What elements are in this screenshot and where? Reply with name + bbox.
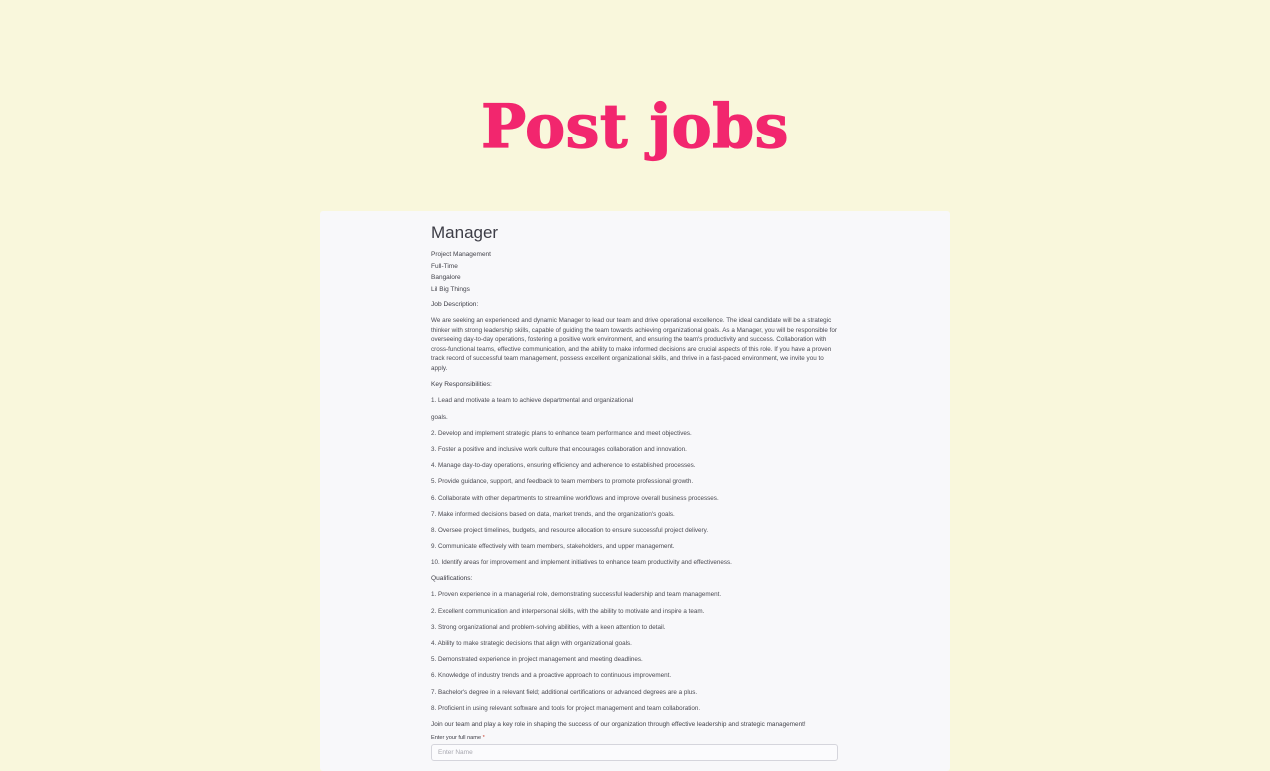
qualification-item: 3. Strong organizational and problem-solving abilities, with a keen attention to detail. [431,623,666,631]
job-detail-panel [320,211,950,771]
full-name-input[interactable] [431,744,838,761]
job-content [431,223,841,761]
job-description: We are seeking an experienced and dynamic Manager to lead our team and drive operational excellence. The ideal candidate will be a strategic thinker with strong leadership skills, capable of guiding the team towards achieving organizational goals. As a Manager, you will be responsible for overseeing day-to-day operations, fostering a positive work environment, and ensuring the team's productivity and success. Collaboration with cross-functional teams, effective communication, and the ability to make informed decisions are crucial aspects of this role. If you have a proven track record of successful team management, possess excellent organizational skills, and thrive in a fast-paced environment, we invite you to apply. [431,317,838,372]
responsibility-item: 10. Identify areas for improvement and implement initiatives to enhance team productivity and effectiveness. [431,559,732,567]
job-title: Manager [431,223,499,242]
qualification-item: 1. Proven experience in a managerial role, demonstrating successful leadership and team management. [431,591,722,599]
qualification-item: 7. Bachelor's degree in a relevant field; additional certifications or advanced degrees are a plus. [431,688,698,696]
responsibility-item: 2. Develop and implement strategic plans to enhance team performance and meet objectives. [431,429,692,437]
responsibility-item: 3. Foster a positive and inclusive work culture that encourages collaboration and innovation. [431,445,687,453]
qualification-item: 6. Knowledge of industry trends and a proactive approach to continuous improvement. [431,672,672,680]
job-location: Bangalore [431,274,461,282]
responsibility-item: goals. [431,413,448,421]
name-field-label [431,735,841,742]
required-mark: * [482,734,485,741]
qualification-item: 2. Excellent communication and interpersonal skills, with the ability to motivate and inspire a team. [431,607,705,615]
responsibility-item: 7. Make informed decisions based on data, market trends, and the organization's goals. [431,510,675,518]
responsibility-item: 1. Lead and motivate a team to achieve departmental and organizational [431,397,633,405]
responsibility-item: 9. Communicate effectively with team members, stakeholders, and upper management. [431,543,675,551]
responsibility-item: 5. Provide guidance, support, and feedback to team members to promote professional growth. [431,478,694,486]
responsibilities-heading: Key Responsibilities: [431,381,492,389]
qualification-item: 8. Proficient in using relevant software and tools for project management and team collaboration. [431,704,701,712]
page-title: Post jobs [481,92,789,162]
qualifications-heading: Qualifications: [431,575,473,583]
closing-statement: Join our team and play a key role in shaping the success of our organization through effective leadership and strategic management! [431,720,806,728]
job-meta [431,249,841,295]
job-category: Project Management [431,251,491,258]
qualifications-list [431,590,841,712]
description-heading: Job Description: [431,301,479,309]
job-company: Lil Big Things [431,285,470,293]
responsibilities-list [431,396,841,567]
qualification-item: 4. Ability to make strategic decisions that align with organizational goals. [431,640,632,647]
name-field-label-text: Enter your full name [431,734,482,741]
qualification-item: 5. Demonstrated experience in project management and meeting deadlines. [431,656,643,664]
responsibility-item: 6. Collaborate with other departments to streamline workflows and improve overall business processes. [431,494,719,502]
job-type: Full-Time [431,262,458,270]
responsibility-item: 8. Oversee project timelines, budgets, and resource allocation to ensure successful project delivery. [431,526,709,534]
responsibility-item: 4. Manage day-to-day operations, ensuring efficiency and adherence to established processes. [431,462,696,470]
